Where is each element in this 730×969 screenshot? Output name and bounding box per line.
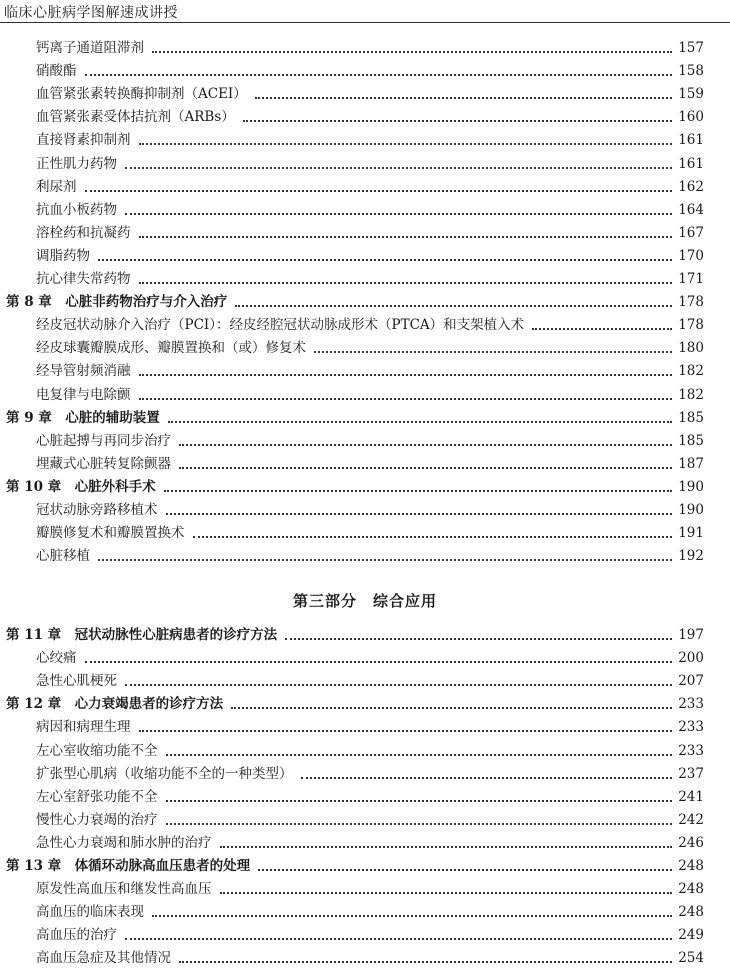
- toc-entry-row[interactable]: [36, 176, 704, 198]
- toc-page-number: 180: [678, 340, 704, 357]
- toc-title: 血管紧张素转换酶抑制剂（ACEI）: [36, 86, 247, 103]
- toc-page-number: 178: [678, 294, 704, 311]
- header-rule: [0, 22, 730, 23]
- toc-title: 第 8 章 心脏非药物治疗与介入治疗: [6, 294, 228, 311]
- toc-page-number: 182: [678, 386, 704, 403]
- dot-leader: [301, 777, 673, 779]
- toc-entry-row[interactable]: [36, 222, 704, 244]
- toc-title: 第 10 章 心脏外科手术: [6, 478, 156, 495]
- toc-page-number: 161: [678, 155, 704, 172]
- toc-title: 直接肾素抑制剂: [36, 132, 131, 149]
- dot-leader: [85, 661, 673, 663]
- toc-entry-row[interactable]: [36, 647, 704, 669]
- toc-entry-row[interactable]: [36, 384, 704, 406]
- toc-entry-row[interactable]: [36, 670, 704, 692]
- toc-page-number: 191: [678, 525, 704, 542]
- toc-page-number: 164: [678, 201, 704, 218]
- toc-title: 钙离子通道阻滞剂: [36, 40, 144, 56]
- dot-leader: [166, 823, 673, 825]
- dot-leader: [98, 259, 672, 261]
- toc-title: 慢性心力衰竭的治疗: [36, 811, 158, 828]
- toc-page-number: 171: [678, 271, 704, 287]
- dot-leader: [168, 421, 672, 423]
- toc-title: 扩张型心肌病（收缩功能不全的一种类型）: [36, 765, 293, 782]
- toc-page-number: 207: [678, 673, 704, 690]
- toc-page-number: 248: [678, 881, 704, 898]
- dot-leader: [220, 846, 673, 848]
- toc-title: 高血压的治疗: [36, 927, 117, 944]
- toc-page-number: 185: [678, 409, 704, 426]
- dot-leader: [258, 869, 672, 871]
- dot-leader: [255, 97, 672, 99]
- dot-leader: [166, 513, 673, 515]
- dot-leader: [139, 374, 673, 376]
- toc-page-number: 237: [678, 765, 704, 782]
- dot-leader: [139, 398, 673, 400]
- toc-page-number: 248: [678, 858, 704, 874]
- dot-leader: [285, 638, 672, 640]
- toc-entry-row[interactable]: [36, 763, 704, 785]
- dot-leader: [179, 961, 672, 963]
- dot-leader: [152, 51, 672, 53]
- toc-title: 抗血小板药物: [36, 201, 117, 218]
- dot-leader: [139, 282, 673, 284]
- toc-entry-row[interactable]: [36, 60, 704, 82]
- toc-entry-row[interactable]: [36, 809, 704, 831]
- toc-entry-row[interactable]: [36, 268, 704, 290]
- toc-entry-row[interactable]: [36, 129, 704, 151]
- dot-leader: [125, 684, 672, 686]
- toc-title: 血管紧张素受体拮抗剂（ARBs）: [36, 109, 235, 126]
- dot-leader: [139, 236, 673, 238]
- dot-leader: [125, 938, 672, 940]
- toc-entry-row[interactable]: [36, 740, 704, 762]
- toc-entry-row[interactable]: [36, 878, 704, 900]
- toc-title: 抗心律失常药物: [36, 271, 131, 287]
- toc-entry-row[interactable]: [36, 786, 704, 808]
- toc-page-number: 182: [678, 363, 704, 380]
- toc-title: 硝酸酯: [36, 63, 77, 80]
- toc-chapter-row[interactable]: [6, 693, 704, 715]
- toc-title: 第 9 章 心脏的辅助装置: [6, 409, 160, 426]
- dot-leader: [243, 120, 672, 122]
- dot-leader: [85, 74, 673, 76]
- toc-page-number: 241: [678, 788, 704, 805]
- dot-leader: [235, 305, 672, 307]
- toc-page-number: 248: [678, 904, 704, 921]
- toc-title: 调脂药物: [36, 247, 90, 264]
- toc-entry-row[interactable]: [36, 545, 704, 567]
- dot-leader: [98, 559, 672, 561]
- toc-title: 经皮冠状动脉介入治疗（PCI）：经皮经腔冠状动脉成形术（PTCA）和支架植入术: [36, 317, 525, 334]
- dot-leader: [164, 490, 672, 492]
- toc-title: 冠状动脉旁路移植术: [36, 502, 158, 518]
- toc-title: 利尿剂: [36, 178, 77, 195]
- toc-entry-row[interactable]: [36, 314, 704, 336]
- toc-page-number: 233: [678, 696, 704, 713]
- toc-entry-row[interactable]: [36, 245, 704, 267]
- dot-leader: [139, 143, 673, 145]
- toc-page-number: 242: [678, 811, 704, 828]
- toc-page-number: 249: [678, 927, 704, 944]
- dot-leader: [139, 730, 673, 732]
- toc-entry-row[interactable]: [36, 337, 704, 359]
- toc-page-number: 197: [678, 627, 704, 643]
- toc-entry-row[interactable]: [36, 947, 704, 969]
- toc-title: 心脏移植: [36, 548, 90, 565]
- toc-page-number: 157: [678, 40, 704, 56]
- dot-leader: [532, 328, 672, 330]
- dot-leader: [85, 190, 673, 192]
- toc-title: 电复律与电除颤: [36, 386, 131, 403]
- toc-page-number: 178: [678, 317, 704, 334]
- toc-chapter-row[interactable]: [6, 291, 704, 313]
- dot-leader: [231, 707, 672, 709]
- toc-title: 溶栓药和抗凝药: [36, 224, 131, 241]
- toc-page-number: 161: [678, 132, 704, 149]
- toc-title: 埋藏式心脏转复除颤器: [36, 455, 171, 472]
- dot-leader: [125, 213, 672, 215]
- toc-title: 病因和病理生理: [36, 719, 131, 736]
- toc-entry-row[interactable]: [36, 832, 704, 854]
- toc-page-number: 233: [678, 742, 704, 759]
- toc-entry-row[interactable]: [36, 453, 704, 475]
- toc-page-number: 170: [678, 247, 704, 264]
- dot-leader: [166, 800, 673, 802]
- toc-page-number: 233: [678, 719, 704, 736]
- toc-entry-row[interactable]: [36, 106, 704, 128]
- toc-title: 正性肌力药物: [36, 155, 117, 172]
- toc-title: 瓣膜修复术和瓣膜置换术: [36, 525, 185, 542]
- toc-entry-row[interactable]: [36, 430, 704, 452]
- toc-page-number: 200: [678, 650, 704, 667]
- toc-entry-row[interactable]: [36, 522, 704, 544]
- toc-chapter-row[interactable]: [6, 855, 704, 877]
- toc-title: 左心室舒张功能不全: [36, 788, 158, 805]
- toc-title: 高血压的临床表现: [36, 904, 144, 921]
- toc-entry-row[interactable]: [36, 83, 704, 105]
- toc-title: 第 13 章 体循环动脉高血压患者的处理: [6, 858, 251, 874]
- toc-entry-row[interactable]: [36, 901, 704, 923]
- toc-entry-row[interactable]: [36, 716, 704, 738]
- toc-entry-row[interactable]: [36, 37, 704, 59]
- toc-chapter-row[interactable]: [6, 624, 704, 646]
- toc-title: 第 11 章 冠状动脉性心脏病患者的诊疗方法: [6, 627, 278, 643]
- dot-leader: [152, 915, 672, 917]
- toc-page-number: 185: [678, 432, 704, 449]
- toc-title: 经导管射频消融: [36, 363, 131, 380]
- toc-title: 急性心肌梗死: [36, 673, 117, 690]
- toc-page-number: 160: [678, 109, 704, 126]
- toc-chapter-row[interactable]: [6, 407, 704, 429]
- toc-page-number: 254: [678, 950, 704, 967]
- running-header: 临床心脏病学图解速成讲授: [4, 5, 178, 21]
- toc-entry-row[interactable]: [36, 499, 704, 521]
- part-heading: 第三部分 综合应用: [292, 592, 437, 610]
- dot-leader: [179, 467, 672, 469]
- toc-title: 左心室收缩功能不全: [36, 742, 158, 759]
- toc-page-number: 190: [678, 502, 704, 518]
- toc-chapter-row[interactable]: [6, 476, 704, 498]
- toc-title: 经皮球囊瓣膜成形、瓣膜置换和（或）修复术: [36, 340, 306, 357]
- dot-leader: [125, 167, 672, 169]
- toc-title: 心绞痛: [36, 650, 77, 667]
- toc-title: 心脏起搏与再同步治疗: [36, 432, 171, 449]
- toc-entry-row[interactable]: [36, 199, 704, 221]
- toc-page-number: 167: [678, 224, 704, 241]
- dot-leader: [314, 351, 672, 353]
- dot-leader: [193, 536, 673, 538]
- toc-entry-row[interactable]: [36, 360, 704, 382]
- dot-leader: [220, 892, 673, 894]
- toc-entry-row[interactable]: [36, 924, 704, 946]
- dot-leader: [166, 754, 673, 756]
- toc-page-number: 162: [678, 178, 704, 195]
- toc-page-number: 187: [678, 455, 704, 472]
- dot-leader: [179, 444, 672, 446]
- toc-page-number: 246: [678, 834, 704, 851]
- toc-title: 第 12 章 心力衰竭患者的诊疗方法: [6, 696, 224, 713]
- toc-entry-row[interactable]: [36, 153, 704, 175]
- toc-title: 急性心力衰竭和肺水肿的治疗: [36, 834, 212, 851]
- toc-title: 原发性高血压和继发性高血压: [36, 881, 212, 898]
- toc-page-number: 190: [678, 478, 704, 495]
- toc-page-number: 158: [678, 63, 704, 80]
- toc-page-number: 192: [678, 548, 704, 565]
- toc-title: 高血压急症及其他情况: [36, 950, 171, 967]
- toc-page-number: 159: [678, 86, 704, 103]
